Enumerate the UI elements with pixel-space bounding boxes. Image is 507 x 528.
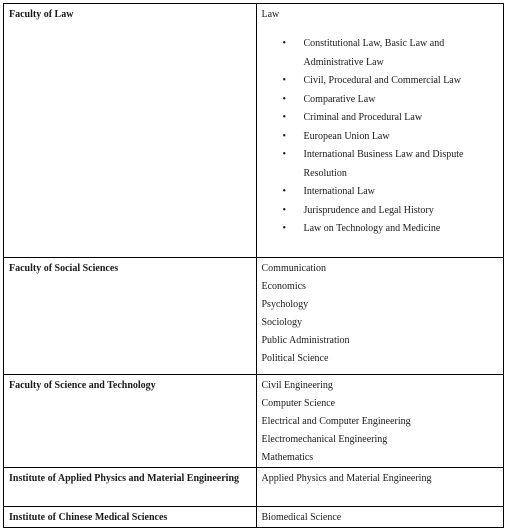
program-cell [256,4,504,258]
faculty-name: Institute of Chinese Medical Sciences [9,512,168,523]
program-name: Communication [261,263,326,274]
table-row [4,4,504,258]
specialization-name: Criminal and Procedural Law [303,112,423,123]
table-row [4,468,504,507]
program-name: Electrical and Computer Engineering [261,416,411,427]
faculty-name-cell [4,375,257,468]
faculty-programs-table [3,3,504,528]
table-row [4,507,504,528]
bullet-icon: • [282,38,287,49]
list-item [282,91,500,110]
bullet-icon: • [282,223,287,234]
program-name: Psychology [261,299,309,310]
bullet-icon: • [282,149,287,160]
list-item [282,109,500,128]
program-cell [256,507,504,528]
list-item [282,183,500,202]
list-item [282,146,500,183]
faculty-name: Institute of Applied Physics and Material Engineering [9,473,240,484]
specialization-list [262,35,500,239]
specialization-name: Civil, Procedural and Commercial Law [303,75,461,86]
faculty-name-cell [4,258,257,375]
program-name: Economics [261,281,306,292]
specialization-name: International Law [303,186,375,197]
program-name: Biomedical Science [261,512,342,523]
bullet-icon: • [282,204,287,216]
specialization-name: International Business Law and Dispute Resolution [303,149,464,179]
program-name: Public Administration [261,335,350,346]
program-name: Mathematics [261,452,314,463]
list-item [282,128,500,147]
program-name: Civil Engineering [261,380,333,391]
list-item [282,35,500,72]
bullet-icon: • [282,186,287,197]
bullet-icon: • [282,93,287,105]
program-name: Law [261,9,280,20]
program-cell [256,258,504,375]
program-name: Applied Physics and Material Engineering [261,473,432,484]
table-row [4,375,504,468]
faculty-name: Faculty of Science and Technology [9,380,156,391]
specialization-name: Constitutional Law, Basic Law and Administrative Law [303,38,445,68]
program-name: Electromechanical Engineering [261,434,388,445]
faculty-name: Faculty of Social Sciences [9,263,119,274]
list-item [282,202,500,221]
faculty-name-cell [4,468,257,507]
table-row [4,258,504,375]
list-item [282,220,500,239]
list-item [282,72,500,91]
specialization-name: Law on Technology and Medicine [303,223,441,234]
program-cell [256,375,504,468]
program-name: Political Science [261,353,329,364]
bullet-icon: • [282,112,287,123]
specialization-name: European Union Law [303,130,390,142]
bullet-icon: • [282,130,287,142]
faculty-name: Faculty of Law [9,9,74,20]
faculty-name-cell [4,507,257,528]
faculty-name-cell [4,4,257,258]
bullet-icon: • [282,75,287,86]
specialization-name: Jurisprudence and Legal History [303,204,434,216]
program-name: Sociology [261,317,303,328]
program-cell [256,468,504,507]
program-name: Computer Science [261,398,336,409]
specialization-name: Comparative Law [303,93,376,105]
